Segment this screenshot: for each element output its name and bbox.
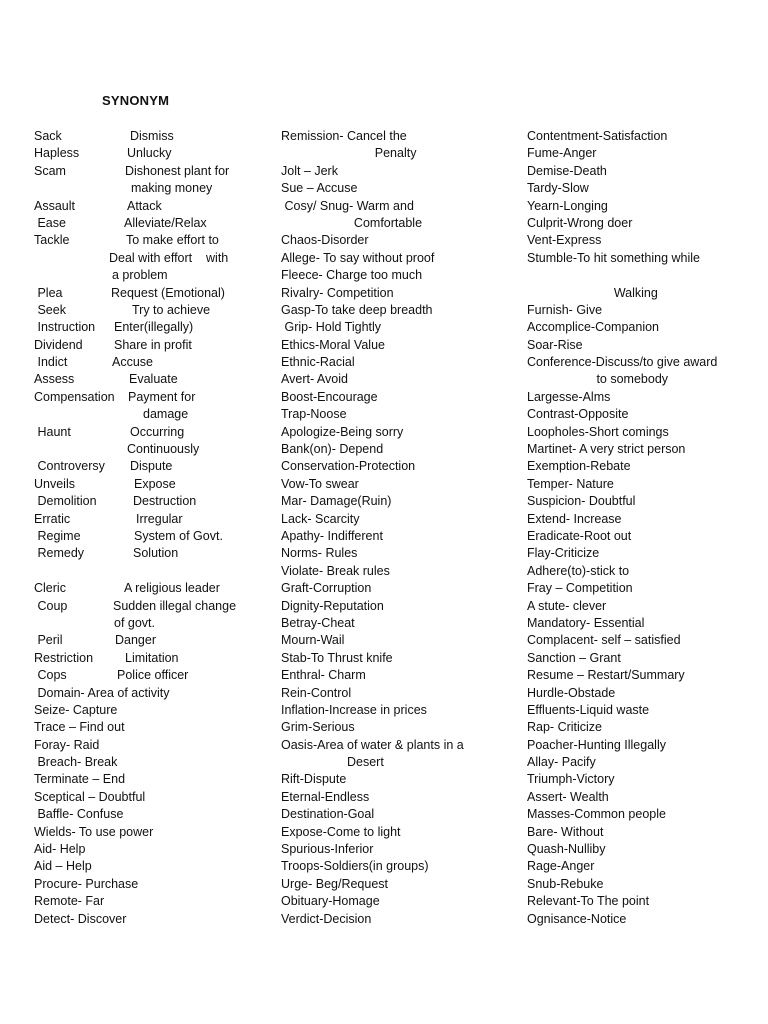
- list-item: [34, 563, 264, 580]
- definition: making money: [131, 181, 213, 196]
- list-item: Fume-Anger: [527, 146, 597, 161]
- list-item: Allege- To say without proof: [281, 250, 435, 265]
- term: Restriction: [34, 650, 94, 665]
- definition: Continuously: [127, 442, 200, 457]
- list-item: Conference-Discuss/to give award: [527, 355, 718, 370]
- list-item: Eternal-Endless: [281, 789, 370, 804]
- term: Tackle: [34, 233, 70, 248]
- term: Domain- Area of activity: [34, 685, 170, 700]
- list-item: Accomplice-Companion: [527, 320, 660, 335]
- list-item: Culprit-Wrong doer: [527, 215, 633, 230]
- term: Demolition: [34, 494, 97, 509]
- synonym-column-2: [281, 128, 481, 928]
- term: Sceptical – Doubtful: [34, 789, 146, 804]
- list-item: [34, 180, 264, 197]
- definition: Danger: [115, 633, 156, 648]
- list-item: Poacher-Hunting Illegally: [527, 737, 666, 752]
- list-item: [34, 824, 264, 841]
- list-item: Temper- Nature: [527, 476, 614, 491]
- term: Peril: [34, 633, 63, 648]
- list-item: Snub-Rebuke: [527, 876, 604, 891]
- list-item: [34, 424, 264, 441]
- list-item: Largesse-Alms: [527, 389, 611, 404]
- list-item: Quash-Nulliby: [527, 842, 606, 857]
- list-item: Desert: [281, 755, 384, 770]
- list-item: [34, 771, 264, 788]
- list-item: Furnish- Give: [527, 302, 603, 317]
- list-item: [34, 893, 264, 910]
- list-item: [34, 250, 264, 267]
- list-item: Penalty: [281, 146, 417, 161]
- term: Ease: [34, 215, 66, 230]
- list-item: Betray-Cheat: [281, 615, 355, 630]
- list-item: Chaos-Disorder: [281, 233, 369, 248]
- term: Haunt: [34, 424, 71, 439]
- term: Aid – Help: [34, 859, 92, 874]
- list-item: Destination-Goal: [281, 807, 375, 822]
- list-item: Trap-Noose: [281, 407, 347, 422]
- list-item: Boost-Encourage: [281, 389, 378, 404]
- list-item: [34, 511, 264, 528]
- list-item: [34, 667, 264, 684]
- term: Compensation: [34, 389, 115, 404]
- definition: Attack: [127, 198, 162, 213]
- list-item: Rage-Anger: [527, 859, 595, 874]
- definition: Dismiss: [130, 129, 174, 143]
- list-item: [34, 754, 264, 771]
- list-item: [34, 285, 264, 302]
- definition: Unlucky: [127, 146, 172, 161]
- list-item: Relevant-To The point: [527, 894, 650, 909]
- list-item: Contentment-Satisfaction: [527, 129, 668, 143]
- list-item: Violate- Break rules: [281, 563, 390, 578]
- definition: Police officer: [117, 668, 189, 683]
- list-item: [34, 685, 264, 702]
- list-item: Rein-Control: [281, 685, 352, 700]
- list-item: Ethics-Moral Value: [281, 337, 385, 352]
- list-item: [34, 371, 264, 388]
- list-item: Obituary-Homage: [281, 894, 380, 909]
- list-item: Stumble-To hit something while: [527, 250, 700, 265]
- list-item: Suspicion- Doubtful: [527, 494, 636, 509]
- list-item: Fleece- Charge too much: [281, 268, 423, 283]
- list-item: [34, 389, 264, 406]
- list-item: [34, 354, 264, 371]
- list-item: Grip- Hold Tightly: [281, 320, 382, 335]
- list-item: [34, 632, 264, 649]
- list-item: [34, 598, 264, 615]
- list-item: [34, 876, 264, 893]
- term: Cleric: [34, 581, 66, 596]
- list-item: [34, 232, 264, 249]
- list-item: Masses-Common people: [527, 807, 666, 822]
- list-item: Resume – Restart/Summary: [527, 668, 685, 683]
- list-item: [34, 145, 264, 162]
- list-item: Apathy- Indifferent: [281, 528, 383, 543]
- list-item: [34, 476, 264, 493]
- list-item: [527, 267, 757, 284]
- definition: a problem: [112, 268, 168, 283]
- list-item: Yearn-Longing: [527, 198, 608, 213]
- list-item: Gasp-To take deep breadth: [281, 302, 433, 317]
- term: Sack: [34, 129, 62, 143]
- list-item: Loopholes-Short comings: [527, 424, 669, 439]
- list-item: Triumph-Victory: [527, 772, 615, 787]
- definition: Enter(illegally): [114, 320, 194, 335]
- definition: Dispute: [130, 459, 173, 474]
- list-item: Spurious-Inferior: [281, 842, 374, 857]
- term: Seize- Capture: [34, 702, 118, 717]
- list-item: [34, 215, 264, 232]
- list-item: Enthral- Charm: [281, 668, 366, 683]
- list-item: Hurdle-Obstade: [527, 685, 616, 700]
- list-item: Dignity-Reputation: [281, 598, 384, 613]
- list-item: Sanction – Grant: [527, 650, 621, 665]
- list-item: Apologize-Being sorry: [281, 424, 404, 439]
- list-item: Contrast-Opposite: [527, 407, 629, 422]
- definition: Payment for: [128, 389, 196, 404]
- definition: Irregular: [136, 511, 183, 526]
- list-item: Avert- Avoid: [281, 372, 348, 387]
- synonym-column-3: [527, 128, 757, 928]
- list-item: to somebody: [527, 372, 669, 387]
- term: Assess: [34, 372, 75, 387]
- list-item: Norms- Rules: [281, 546, 358, 561]
- term: Cops: [34, 668, 67, 683]
- list-item: [34, 650, 264, 667]
- term: Dividend: [34, 337, 83, 352]
- list-item: Extend- Increase: [527, 511, 622, 526]
- list-item: Adhere(to)-stick to: [527, 563, 630, 578]
- list-item: [34, 198, 264, 215]
- list-item: A stute- clever: [527, 598, 607, 613]
- list-item: Vent-Express: [527, 233, 602, 248]
- term: Aid- Help: [34, 842, 86, 857]
- term: Remedy: [34, 546, 85, 561]
- definition: Destruction: [133, 494, 197, 509]
- term: Wields- To use power: [34, 824, 154, 839]
- list-item: [34, 911, 264, 928]
- list-item: Grim-Serious: [281, 720, 355, 735]
- list-item: Stab-To Thrust knife: [281, 650, 393, 665]
- list-item: Conservation-Protection: [281, 459, 416, 474]
- list-item: [34, 858, 264, 875]
- definition: Try to achieve: [132, 302, 211, 317]
- list-item: Ognisance-Notice: [527, 911, 627, 926]
- list-item: [34, 528, 264, 545]
- definition: Accuse: [112, 355, 153, 370]
- list-item: [34, 267, 264, 284]
- term: Baffle- Confuse: [34, 807, 124, 822]
- list-item: Bank(on)- Depend: [281, 442, 384, 457]
- list-item: Graft-Corruption: [281, 581, 372, 596]
- list-item: [34, 458, 264, 475]
- list-item: [34, 737, 264, 754]
- list-item: [34, 319, 264, 336]
- term: Trace – Find out: [34, 720, 125, 735]
- list-item: Demise-Death: [527, 163, 607, 178]
- list-item: Bare- Without: [527, 824, 604, 839]
- list-item: Remission- Cancel the: [281, 129, 407, 143]
- definition: of govt.: [114, 615, 155, 630]
- term: Remote- Far: [34, 894, 105, 909]
- term: Detect- Discover: [34, 911, 127, 926]
- list-item: Walking: [527, 285, 658, 300]
- list-item: [34, 580, 264, 597]
- definition: To make effort to: [126, 233, 219, 248]
- list-item: Complacent- self – satisfied: [527, 633, 681, 648]
- term: Assault: [34, 198, 75, 213]
- list-item: [34, 719, 264, 736]
- term: Indict: [34, 355, 68, 370]
- list-item: [34, 493, 264, 510]
- term: Seek: [34, 302, 66, 317]
- list-item: Martinet- A very strict person: [527, 442, 686, 457]
- list-item: Effluents-Liquid waste: [527, 702, 650, 717]
- list-item: Expose-Come to light: [281, 824, 401, 839]
- term: Instruction: [34, 320, 96, 335]
- list-item: Sue – Accuse: [281, 181, 358, 196]
- synonym-column-1: [34, 128, 264, 928]
- term: Terminate – End: [34, 772, 126, 787]
- list-item: Oasis-Area of water & plants in a: [281, 737, 464, 752]
- list-item: Comfortable: [281, 215, 423, 230]
- definition: Alleviate/Relax: [124, 215, 207, 230]
- term: Erratic: [34, 511, 71, 526]
- list-item: Mourn-Wail: [281, 633, 345, 648]
- term: Plea: [34, 285, 63, 300]
- list-item: Cosy/ Snug- Warm and: [281, 198, 414, 213]
- list-item: [34, 841, 264, 858]
- definition: System of Govt.: [134, 528, 223, 543]
- list-item: [34, 337, 264, 354]
- list-item: Urge- Beg/Request: [281, 876, 389, 891]
- list-item: Mandatory- Essential: [527, 615, 645, 630]
- page-title: SYNONYM: [102, 93, 170, 108]
- definition: Solution: [133, 546, 179, 561]
- definition: Expose: [134, 476, 176, 491]
- list-item: Mar- Damage(Ruin): [281, 494, 392, 509]
- list-item: Tardy-Slow: [527, 181, 589, 196]
- term: Unveils: [34, 476, 75, 491]
- term: Scam: [34, 163, 66, 178]
- term: Coup: [34, 598, 68, 613]
- list-item: Inflation-Increase in prices: [281, 702, 427, 717]
- list-item: Exemption-Rebate: [527, 459, 631, 474]
- list-item: Ethnic-Racial: [281, 355, 355, 370]
- list-item: Rift-Dispute: [281, 772, 347, 787]
- list-item: [34, 789, 264, 806]
- list-item: [34, 128, 264, 145]
- list-item: Vow-To swear: [281, 476, 359, 491]
- list-item: Troops-Soldiers(in groups): [281, 859, 429, 874]
- definition: A religious leader: [124, 581, 220, 596]
- term: Procure- Purchase: [34, 876, 139, 891]
- list-item: Fray – Competition: [527, 581, 633, 596]
- definition: Occurring: [130, 424, 185, 439]
- list-item: [34, 806, 264, 823]
- list-item: [34, 702, 264, 719]
- list-item: Rap- Criticize: [527, 720, 603, 735]
- list-item: Flay-Criticize: [527, 546, 600, 561]
- list-item: [34, 163, 264, 180]
- term: Controversy: [34, 459, 105, 474]
- list-item: Verdict-Decision: [281, 911, 372, 926]
- list-item: [34, 302, 264, 319]
- definition: Limitation: [125, 650, 179, 665]
- list-item: [34, 441, 264, 458]
- definition: Sudden illegal change: [113, 598, 237, 613]
- list-item: [34, 615, 264, 632]
- list-item: Jolt – Jerk: [281, 163, 338, 178]
- list-item: [34, 406, 264, 423]
- list-item: Lack- Scarcity: [281, 511, 360, 526]
- list-item: [34, 545, 264, 562]
- list-item: Assert- Wealth: [527, 789, 609, 804]
- term: Hapless: [34, 146, 80, 161]
- definition: Share in profit: [114, 337, 192, 352]
- list-item: Soar-Rise: [527, 337, 583, 352]
- definition: Request (Emotional): [111, 285, 225, 300]
- list-item: Allay- Pacify: [527, 755, 596, 770]
- definition: Evaluate: [129, 372, 178, 387]
- definition: Dishonest plant for: [125, 163, 230, 178]
- list-item: Eradicate-Root out: [527, 528, 632, 543]
- term: Foray- Raid: [34, 737, 100, 752]
- term: Regime: [34, 528, 81, 543]
- definition: Deal with effort with: [109, 250, 229, 265]
- definition: damage: [143, 407, 189, 422]
- term: Breach- Break: [34, 755, 118, 770]
- list-item: Rivalry- Competition: [281, 285, 394, 300]
